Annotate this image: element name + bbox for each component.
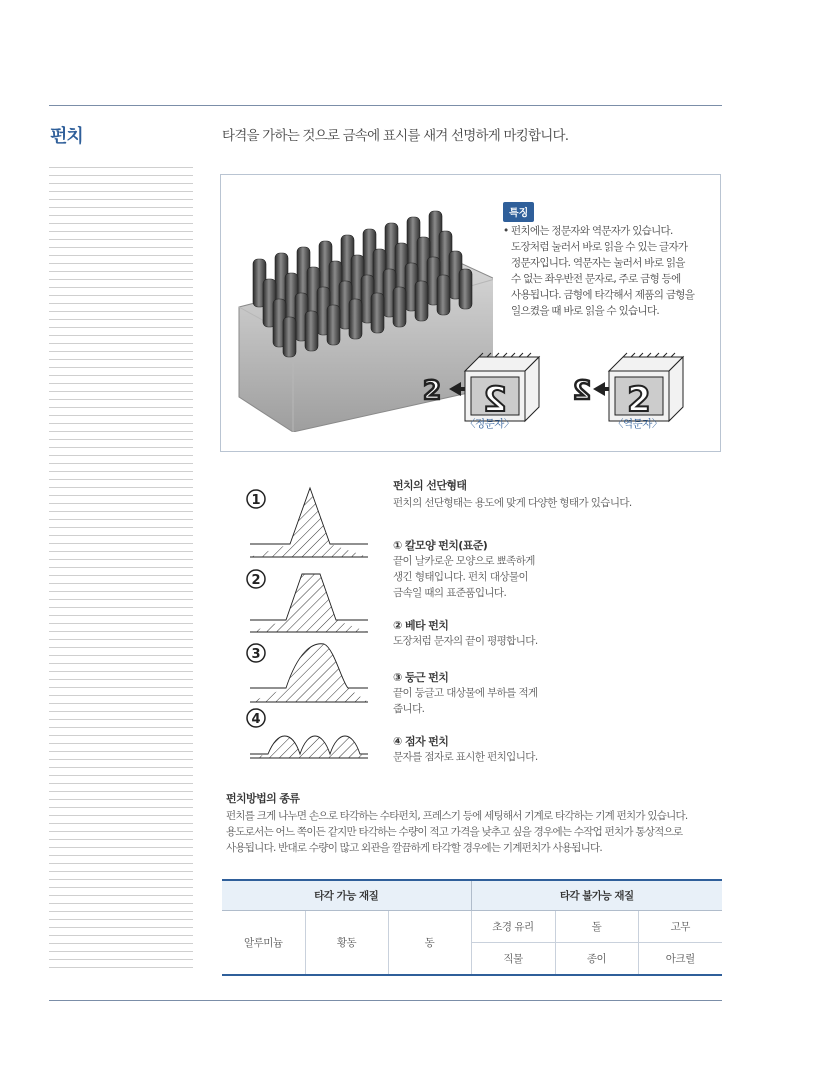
materials-table [222,879,722,976]
reverse-imprint-glyph: 2 [572,376,591,406]
tip-line: 줍니다. [393,703,425,715]
tip-profiles-diagram [238,482,378,772]
material-cell: 동 [388,911,471,976]
material-cell: 돌 [555,911,638,943]
methods-line: 펀치를 크게 나누면 손으로 타각하는 수타펀치, 프레스기 등에 세팅해서 기계로 타각하는 기계 펀치가 있습니다. [226,810,688,822]
feature-line: 정문자입니다. 역문자는 눌러서 바로 읽을 [511,257,685,269]
material-cell: 알루미늄 [222,911,305,976]
page-title: 펀치 [50,126,83,147]
table-header-row [222,880,722,911]
tip-marker-4: 4 [251,712,261,727]
feature-box [220,174,721,452]
normal-punch-glyph: 2 [483,380,507,420]
tip-3-description [393,685,538,717]
tip-line: 끝이 둥글고 대상물에 부하를 적게 [393,687,538,699]
tip-4-description [393,749,538,765]
tip-2-title: ② 베타 펀치 [393,619,449,632]
feature-line: 사용됩니다. 금형에 타각해서 제품의 금형을 [511,289,695,301]
methods-line: 용도로서는 어느 쪽이든 같지만 타각하는 수량이 적고 가격을 낮추고 싶을 경우에는 수작업 펀치가 통상적으로 [226,826,683,838]
feature-line: 펀치에는 정문자와 역문자가 있습니다. [511,225,673,237]
methods-description [226,808,726,856]
material-cell: 직물 [471,943,555,976]
tip-3-title: ③ 둥근 펀치 [393,671,449,684]
tip-1-description [393,553,535,601]
normal-imprint-glyph: 2 [423,376,442,406]
feature-description [503,223,713,319]
header-impossible: 타각 불가능 재질 [471,880,722,911]
tip-4-title: ④ 점자 펀치 [393,735,449,748]
tip-marker-2: 2 [251,573,261,588]
caption-normal: 〈정문자〉 [465,418,514,430]
reverse-punch-glyph: 2 [627,380,651,420]
header-possible: 타각 가능 재질 [222,880,471,911]
feature-line: 도장처럼 눌러서 바로 읽을 수 있는 글자가 [511,241,688,253]
tip-line: 생긴 형태입니다. 펀치 대상물이 [393,571,529,583]
tip-marker-3: 3 [251,647,261,662]
feature-line: 수 없는 좌우반전 문자로, 주로 금형 등에 [511,273,681,285]
methods-title: 펀치방법의 종류 [226,792,300,805]
caption-reverse: 〈역문자〉 [613,418,662,430]
tip-line: 끝이 날카로운 모양으로 뾰족하게 [393,555,535,567]
character-diagram [417,347,717,427]
page-subtitle: 타격을 가하는 것으로 금속에 표시를 새겨 선명하게 마킹합니다. [222,128,569,144]
tips-intro: 펀치의 선단형태는 용도에 맞게 다양한 형태가 있습니다. [393,497,632,509]
material-cell: 종이 [555,943,638,976]
tip-line: 문자를 점자로 표시한 펀치입니다. [393,751,538,763]
tip-2-description [393,633,538,649]
material-cell: 초경 유리 [471,911,555,943]
bullet-marker: • [503,225,509,237]
tip-line: 도장처럼 문자의 끝이 평평합니다. [393,635,538,647]
feature-description-lines [503,223,713,319]
material-cell: 아크릴 [638,943,722,976]
feature-line: 일으켰을 때 바로 읽을 수 있습니다. [511,305,660,317]
tip-line: 금속일 때의 표준품입니다. [393,587,507,599]
feature-badge: 특징 [503,202,534,222]
material-cell: 고무 [638,911,722,943]
methods-line: 사용됩니다. 반대로 수량이 많고 외관을 깔끔하게 타각할 경우에는 기계펀치가 사용됩니다. [226,842,603,854]
bottom-divider [49,1000,722,1001]
top-divider [49,105,722,106]
sidebar-lined-decoration [49,167,193,969]
tips-heading: 펀치의 선단형태 [393,479,467,492]
material-cell: 황동 [305,911,388,976]
tip-marker-1: 1 [251,493,261,508]
table-row [222,911,722,943]
tip-1-title: ① 칼모양 펀치(표준) [393,539,488,552]
